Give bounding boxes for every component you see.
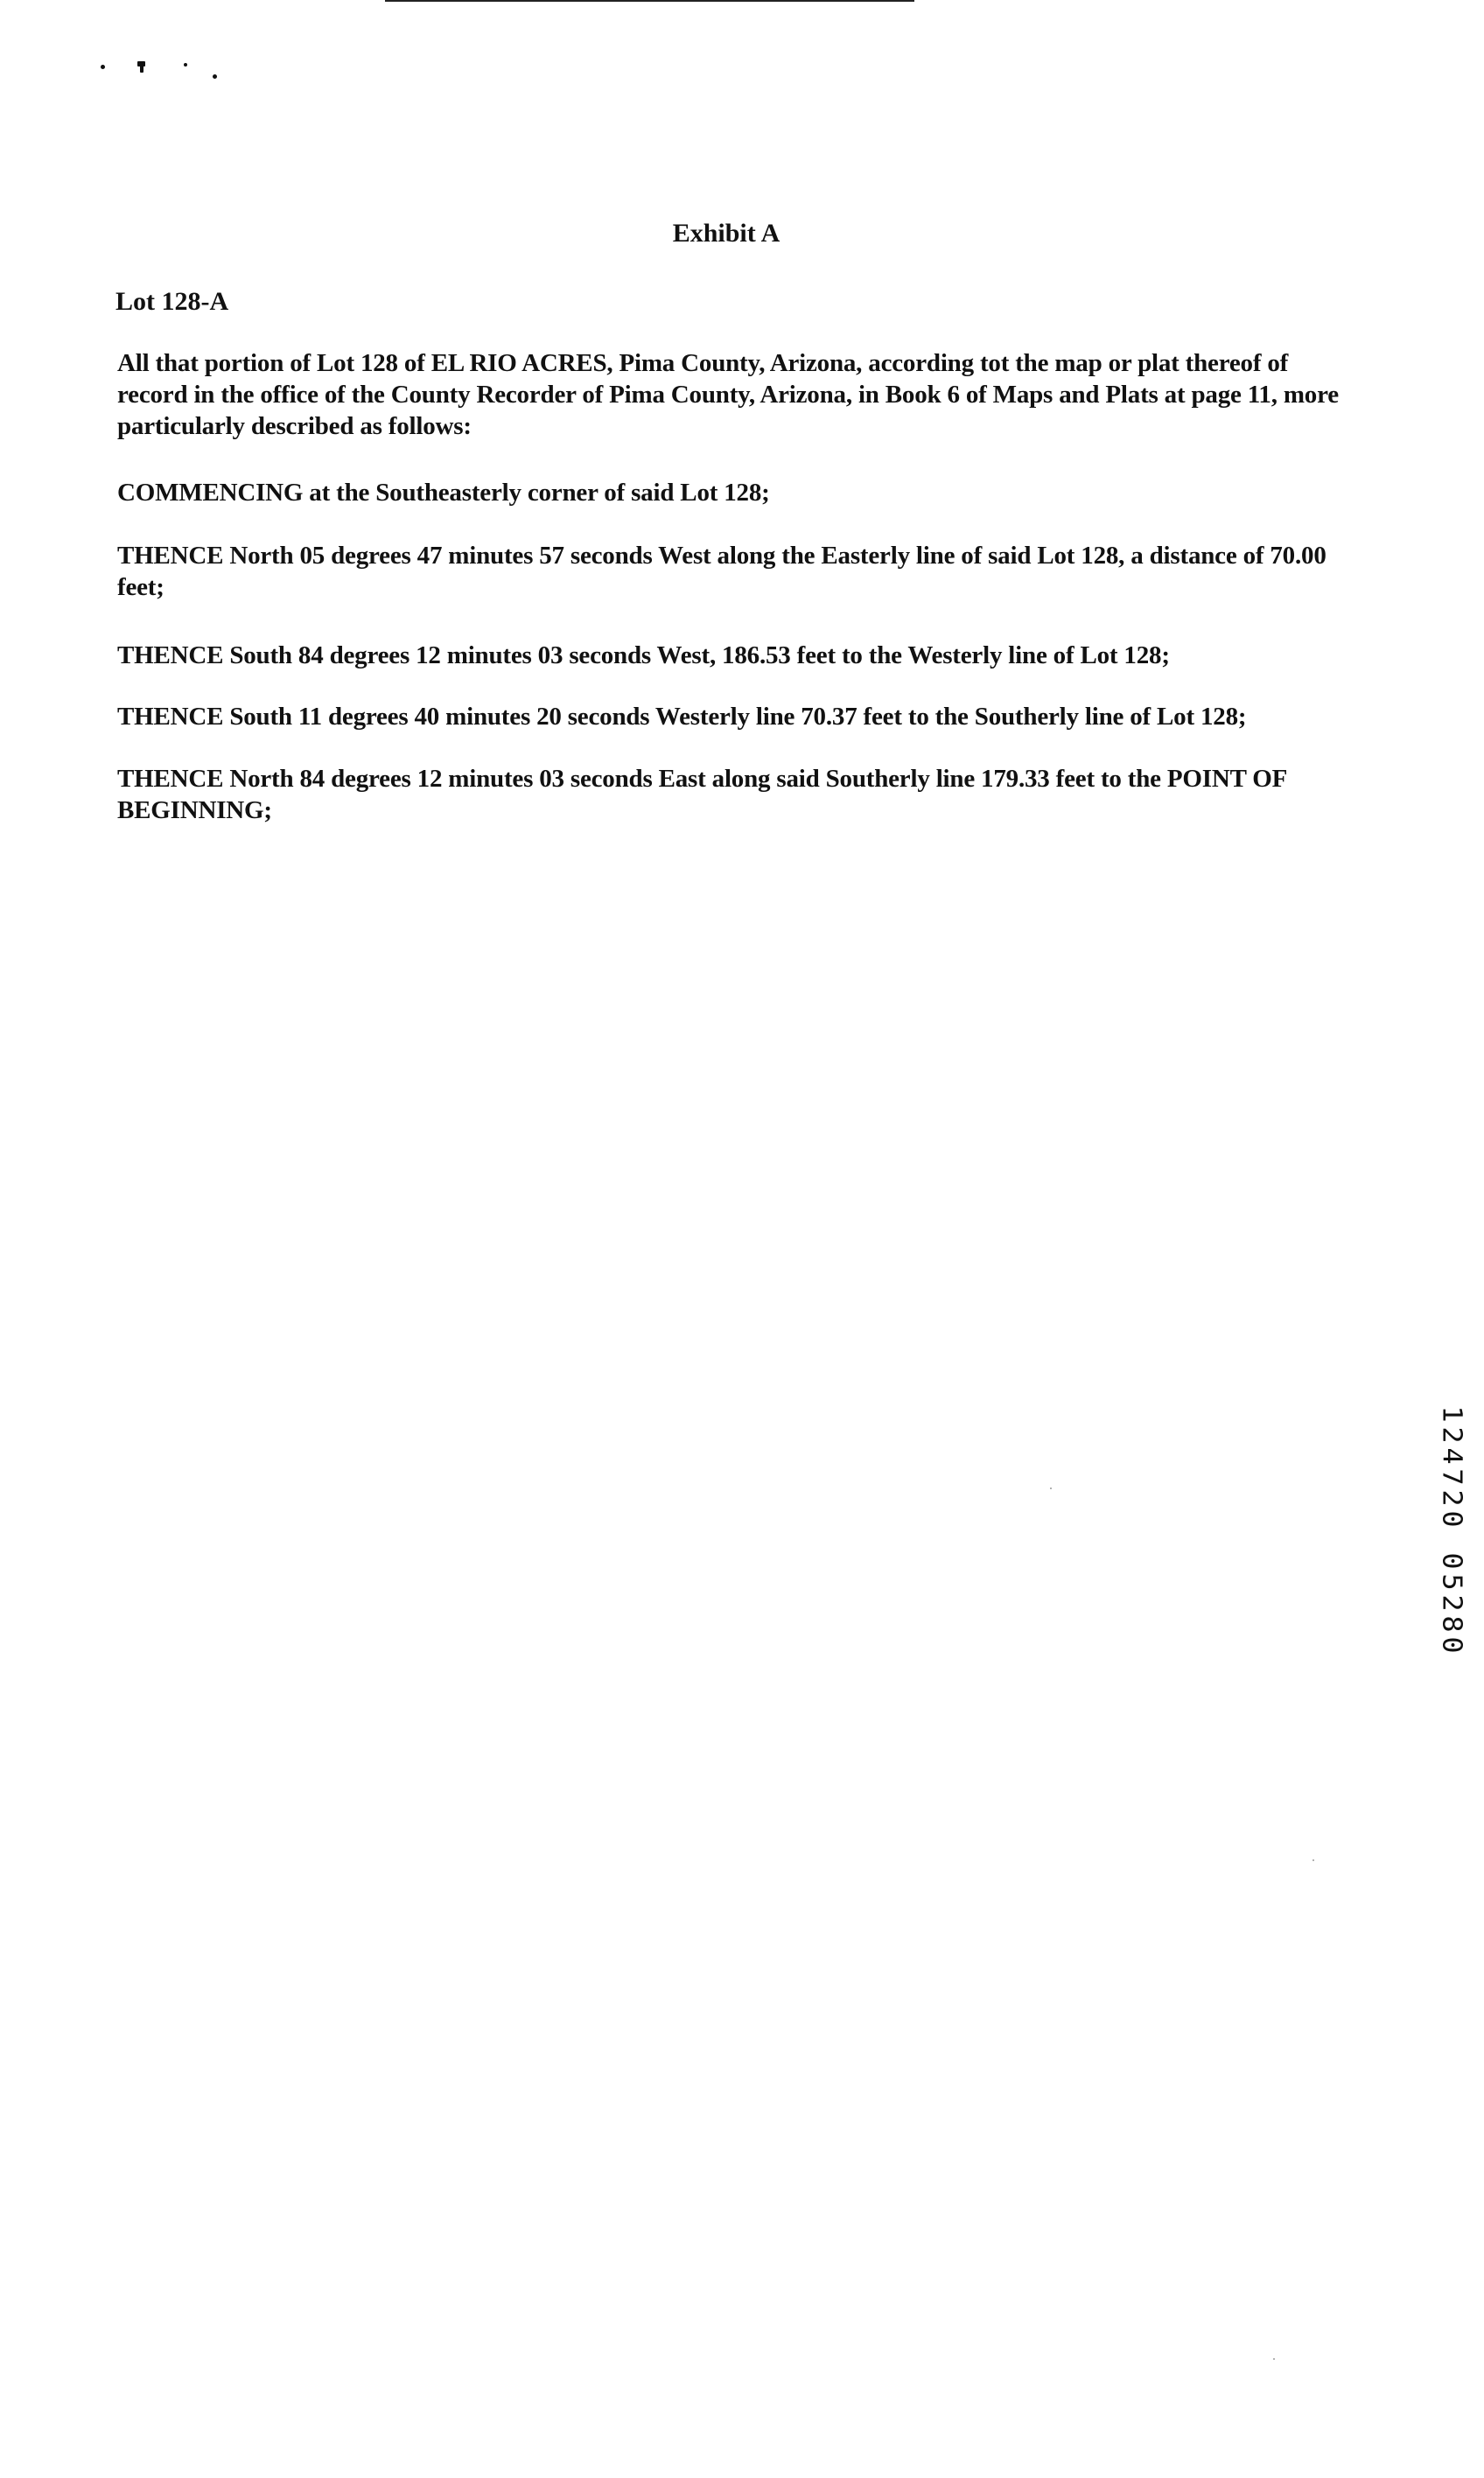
recording-stamp-number	[1436, 1404, 1469, 1656]
thence-paragraph: THENCE South 11 degrees 40 minutes 20 seconds Westerly line 70.37 feet to the Southerly line of Lot 128;	[117, 703, 1247, 731]
stamp-digit: 8	[1436, 1615, 1469, 1633]
stamp-digit: 1	[1436, 1405, 1469, 1423]
stamp-digit: 0	[1436, 1552, 1469, 1570]
stamp-digit: 0	[1436, 1510, 1469, 1528]
stamp-digit: 0	[1436, 1636, 1469, 1654]
lot-heading: Lot 128-A	[116, 287, 229, 316]
thence-paragraph: THENCE North 84 degrees 12 minutes 03 seconds East along said Southerly line 179.33 feet to the POINT OF BEGINNING;	[117, 765, 1287, 824]
scan-dot	[1312, 1859, 1314, 1861]
top-rule	[385, 0, 914, 2]
stamp-digit: 2	[1436, 1594, 1469, 1612]
stamp-digit: 7	[1436, 1468, 1469, 1486]
page-title: Exhibit A	[672, 219, 780, 248]
scan-dot	[1273, 2358, 1275, 2360]
stamp-digit: 2	[1436, 1489, 1469, 1507]
stamp-digit: 2	[1436, 1426, 1469, 1444]
thence-paragraph: THENCE South 84 degrees 12 minutes 03 seconds West, 186.53 feet to the Westerly line of Lot 128;	[117, 641, 1170, 669]
stamp-digit: 5	[1436, 1573, 1469, 1591]
scan-speck	[101, 65, 105, 69]
scan-dot	[1050, 1488, 1052, 1489]
scan-speck	[184, 63, 187, 66]
commencing-paragraph: COMMENCING at the Southeasterly corner of said Lot 128;	[117, 479, 770, 507]
scan-speck	[140, 65, 144, 73]
stamp-digit: 4	[1436, 1447, 1469, 1465]
thence-paragraph: THENCE North 05 degrees 47 minutes 57 seconds West along the Easterly line of said Lot 128, a distance of 70.00 feet;	[117, 542, 1326, 601]
legal-description-paragraph: All that portion of Lot 128 of EL RIO ACRES, Pima County, Arizona, according tot the map or plat thereof of record in the office of the County Recorder of Pima County, Arizona, in Book 6 of Maps and Plats at page 11, more particularly described as follows:	[117, 349, 1339, 440]
scan-speck	[213, 74, 217, 79]
